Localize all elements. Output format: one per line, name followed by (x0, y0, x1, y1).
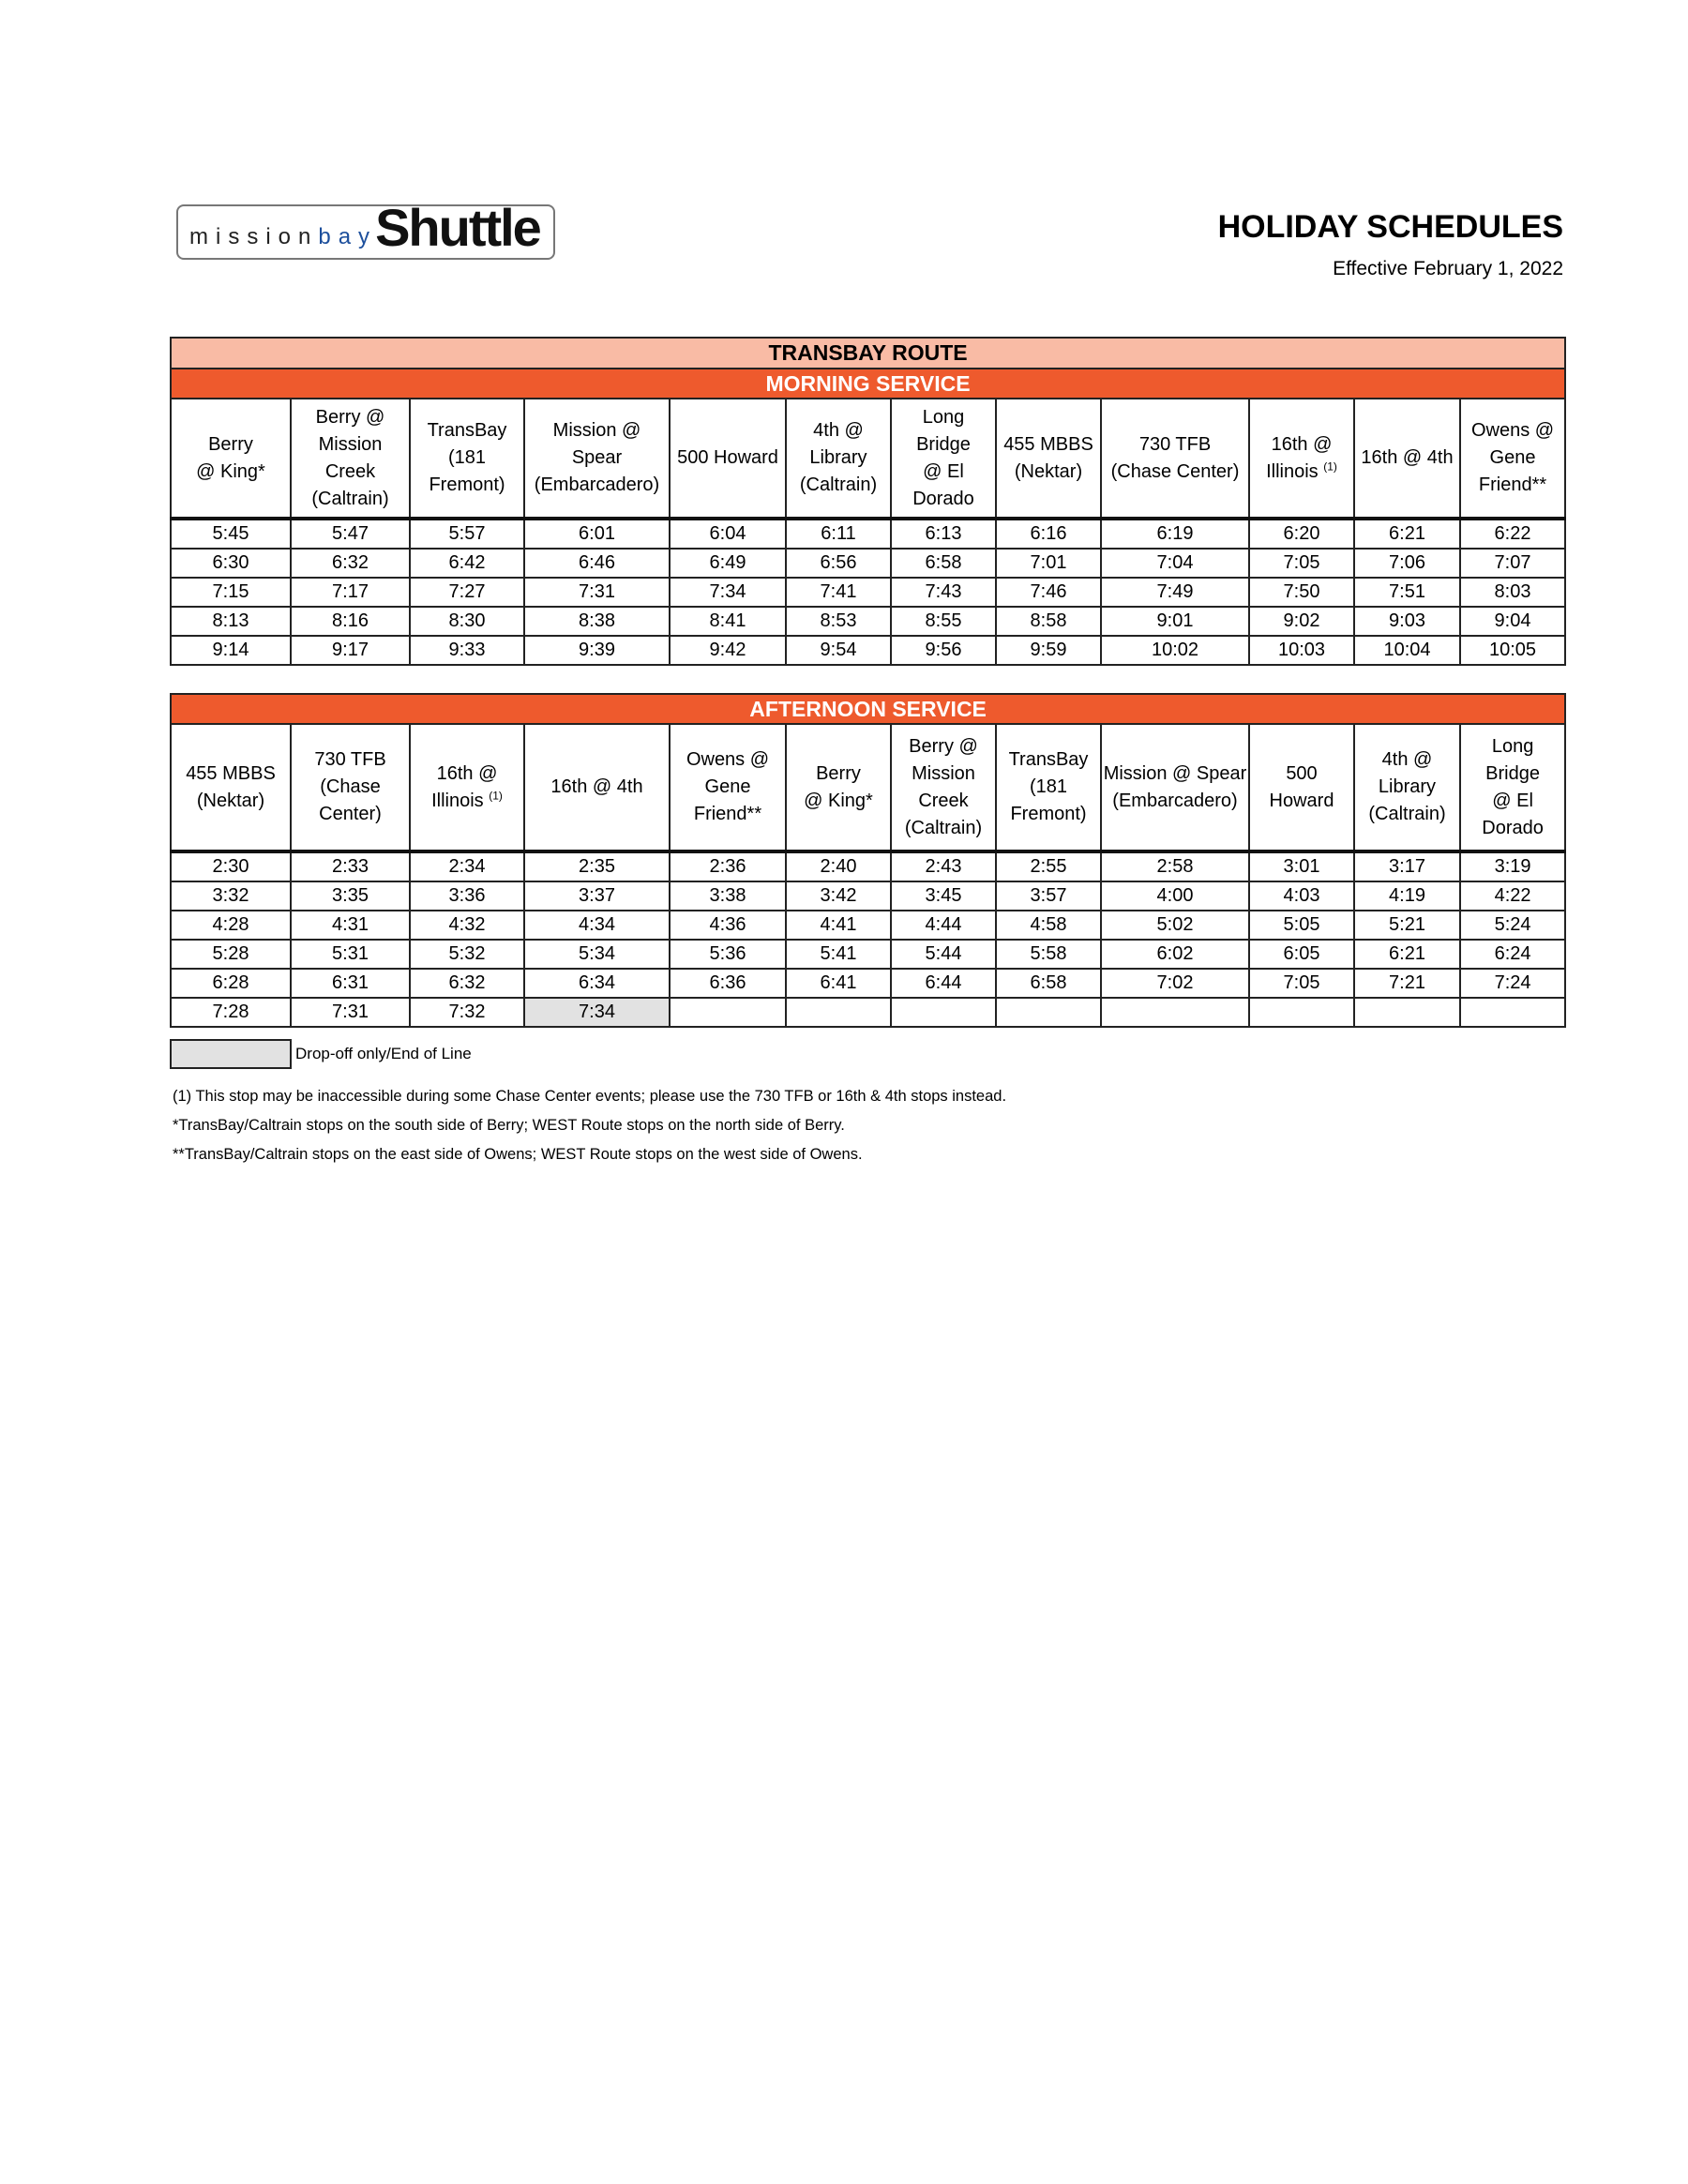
afternoon-time-cell: 3:17 (1354, 851, 1460, 881)
afternoon-time-cell (891, 998, 996, 1027)
afternoon-body (171, 851, 1565, 1027)
afternoon-time-cell: 3:37 (524, 881, 670, 911)
afternoon-time-cell: 5:58 (996, 940, 1101, 969)
afternoon-table-row (171, 969, 1565, 998)
afternoon-schedule-table (170, 693, 1566, 1028)
morning-time-cell: 8:13 (171, 607, 291, 636)
morning-time-cell: 7:41 (786, 578, 891, 607)
legend (170, 1039, 472, 1069)
afternoon-col-header: TransBay (181 Fremont) (996, 724, 1101, 851)
morning-time-cell: 9:01 (1101, 607, 1249, 636)
afternoon-time-cell: 4:03 (1249, 881, 1354, 911)
morning-table-row (171, 607, 1565, 636)
footnote-3: **TransBay/Caltrain stops on the east side of Owens; WEST Route stops on the west side of Owens. (173, 1146, 863, 1163)
afternoon-header-row (171, 724, 1565, 851)
morning-time-cell: 6:42 (410, 549, 524, 578)
afternoon-time-cell: 5:41 (786, 940, 891, 969)
afternoon-time-cell: 3:36 (410, 881, 524, 911)
morning-time-cell: 10:03 (1249, 636, 1354, 665)
afternoon-time-cell: 5:44 (891, 940, 996, 969)
morning-table-row (171, 549, 1565, 578)
morning-time-cell: 7:01 (996, 549, 1101, 578)
morning-time-cell: 6:20 (1249, 519, 1354, 549)
morning-time-cell: 5:45 (171, 519, 291, 549)
morning-time-cell: 10:04 (1354, 636, 1460, 665)
afternoon-time-cell: 4:19 (1354, 881, 1460, 911)
morning-time-cell: 6:46 (524, 549, 670, 578)
afternoon-time-cell: 2:55 (996, 851, 1101, 881)
morning-time-cell: 10:02 (1101, 636, 1249, 665)
morning-time-cell: 9:17 (291, 636, 410, 665)
logo-shuttle-text: Shuttle (375, 198, 540, 257)
morning-time-cell: 7:51 (1354, 578, 1460, 607)
afternoon-time-cell: 6:32 (410, 969, 524, 998)
morning-time-cell: 9:59 (996, 636, 1101, 665)
morning-col-header: Owens @ Gene Friend** (1460, 399, 1565, 519)
afternoon-time-cell: 5:05 (1249, 911, 1354, 940)
afternoon-time-cell: 7:32 (410, 998, 524, 1027)
morning-time-cell: 8:30 (410, 607, 524, 636)
morning-time-cell: 7:27 (410, 578, 524, 607)
afternoon-time-cell: 6:24 (1460, 940, 1565, 969)
morning-header-row (171, 399, 1565, 519)
afternoon-time-cell: 6:02 (1101, 940, 1249, 969)
afternoon-time-cell: 2:58 (1101, 851, 1249, 881)
morning-time-cell: 8:38 (524, 607, 670, 636)
morning-service-title: MORNING SERVICE (171, 369, 1565, 399)
afternoon-col-header: 730 TFB (Chase Center) (291, 724, 410, 851)
morning-time-cell: 9:03 (1354, 607, 1460, 636)
afternoon-time-cell: 2:36 (670, 851, 786, 881)
morning-time-cell: 9:56 (891, 636, 996, 665)
morning-time-cell: 6:19 (1101, 519, 1249, 549)
afternoon-time-cell: 7:31 (291, 998, 410, 1027)
morning-time-cell: 7:15 (171, 578, 291, 607)
logo-bay-text: bay (318, 224, 378, 249)
morning-time-cell: 8:55 (891, 607, 996, 636)
morning-time-cell: 7:17 (291, 578, 410, 607)
afternoon-time-cell: 2:40 (786, 851, 891, 881)
effective-date: Effective February 1, 2022 (1333, 258, 1563, 279)
morning-col-header: Long Bridge @ El Dorado (891, 399, 996, 519)
morning-time-cell: 6:32 (291, 549, 410, 578)
afternoon-time-cell: 3:35 (291, 881, 410, 911)
morning-time-cell: 9:39 (524, 636, 670, 665)
morning-time-cell: 7:05 (1249, 549, 1354, 578)
afternoon-time-cell: 6:21 (1354, 940, 1460, 969)
morning-col-header: 455 MBBS (Nektar) (996, 399, 1101, 519)
morning-time-cell: 6:01 (524, 519, 670, 549)
morning-table-row (171, 578, 1565, 607)
afternoon-time-cell: 5:02 (1101, 911, 1249, 940)
afternoon-time-cell: 6:34 (524, 969, 670, 998)
afternoon-time-cell: 5:34 (524, 940, 670, 969)
morning-col-header: 4th @ Library (Caltrain) (786, 399, 891, 519)
afternoon-time-cell: 2:30 (171, 851, 291, 881)
afternoon-time-cell (786, 998, 891, 1027)
morning-time-cell: 9:14 (171, 636, 291, 665)
morning-time-cell: 7:50 (1249, 578, 1354, 607)
morning-time-cell: 8:03 (1460, 578, 1565, 607)
morning-time-cell: 6:30 (171, 549, 291, 578)
morning-time-cell: 7:31 (524, 578, 670, 607)
afternoon-time-cell: 4:32 (410, 911, 524, 940)
morning-time-cell: 9:42 (670, 636, 786, 665)
morning-time-cell: 5:47 (291, 519, 410, 549)
afternoon-time-cell: 6:41 (786, 969, 891, 998)
afternoon-time-cell: 6:44 (891, 969, 996, 998)
afternoon-time-cell: 2:43 (891, 851, 996, 881)
morning-col-header: 730 TFB (Chase Center) (1101, 399, 1249, 519)
afternoon-time-cell: 6:58 (996, 969, 1101, 998)
morning-time-cell: 8:53 (786, 607, 891, 636)
afternoon-time-cell (1249, 998, 1354, 1027)
morning-time-cell: 6:13 (891, 519, 996, 549)
afternoon-time-cell: 6:31 (291, 969, 410, 998)
afternoon-time-cell: 7:02 (1101, 969, 1249, 998)
afternoon-time-cell: 4:41 (786, 911, 891, 940)
afternoon-time-cell: 3:45 (891, 881, 996, 911)
morning-time-cell: 7:07 (1460, 549, 1565, 578)
afternoon-col-header: Owens @ Gene Friend** (670, 724, 786, 851)
afternoon-time-cell (996, 998, 1101, 1027)
afternoon-time-cell: 4:34 (524, 911, 670, 940)
morning-body (171, 519, 1565, 665)
afternoon-time-cell: 3:42 (786, 881, 891, 911)
morning-time-cell: 8:58 (996, 607, 1101, 636)
route-title: TRANSBAY ROUTE (171, 338, 1565, 369)
afternoon-col-header: Berry @ King* (786, 724, 891, 851)
afternoon-time-cell: 7:34 (524, 998, 670, 1027)
afternoon-time-cell: 7:21 (1354, 969, 1460, 998)
afternoon-time-cell: 5:32 (410, 940, 524, 969)
afternoon-time-cell: 4:00 (1101, 881, 1249, 911)
afternoon-time-cell: 7:28 (171, 998, 291, 1027)
logo-mission-text: mission (189, 224, 319, 249)
afternoon-col-header: Long Bridge @ El Dorado (1460, 724, 1565, 851)
morning-col-header: Berry @ King* (171, 399, 291, 519)
missionbay-shuttle-logo (176, 198, 555, 260)
afternoon-time-cell: 5:28 (171, 940, 291, 969)
afternoon-time-cell: 4:44 (891, 911, 996, 940)
morning-time-cell: 10:05 (1460, 636, 1565, 665)
afternoon-col-header: Berry @ Mission Creek (Caltrain) (891, 724, 996, 851)
morning-table-row (171, 519, 1565, 549)
afternoon-table-row (171, 998, 1565, 1027)
afternoon-table-row (171, 881, 1565, 911)
morning-time-cell: 6:49 (670, 549, 786, 578)
morning-col-header: 16th @ 4th (1354, 399, 1460, 519)
afternoon-col-header: 16th @ Illinois $^{(1)}$ (410, 724, 524, 851)
morning-col-header: Mission @ Spear (Embarcadero) (524, 399, 670, 519)
afternoon-time-cell: 7:24 (1460, 969, 1565, 998)
afternoon-time-cell: 5:24 (1460, 911, 1565, 940)
morning-col-header: 16th @ Illinois $^{(1)}$ (1249, 399, 1354, 519)
morning-time-cell: 8:41 (670, 607, 786, 636)
legend-label: Drop-off only/End of Line (295, 1045, 472, 1062)
afternoon-table-row (171, 911, 1565, 940)
morning-time-cell: 9:04 (1460, 607, 1565, 636)
afternoon-time-cell (670, 998, 786, 1027)
morning-time-cell: 9:54 (786, 636, 891, 665)
afternoon-col-header: 4th @ Library (Caltrain) (1354, 724, 1460, 851)
afternoon-service-title: AFTERNOON SERVICE (171, 694, 1565, 724)
afternoon-time-cell: 7:05 (1249, 969, 1354, 998)
afternoon-time-cell: 3:01 (1249, 851, 1354, 881)
afternoon-time-cell: 4:22 (1460, 881, 1565, 911)
afternoon-col-header: 16th @ 4th (524, 724, 670, 851)
morning-schedule-table (170, 337, 1566, 666)
afternoon-time-cell: 6:05 (1249, 940, 1354, 969)
afternoon-time-cell (1101, 998, 1249, 1027)
morning-time-cell: 7:49 (1101, 578, 1249, 607)
afternoon-time-cell: 6:36 (670, 969, 786, 998)
afternoon-col-header: 500 Howard (1249, 724, 1354, 851)
afternoon-col-header: Mission @ Spear (Embarcadero) (1101, 724, 1249, 851)
afternoon-table-row (171, 940, 1565, 969)
morning-time-cell: 7:34 (670, 578, 786, 607)
morning-time-cell: 6:21 (1354, 519, 1460, 549)
afternoon-time-cell: 4:31 (291, 911, 410, 940)
morning-time-cell: 6:22 (1460, 519, 1565, 549)
afternoon-time-cell (1354, 998, 1460, 1027)
morning-table-row (171, 636, 1565, 665)
afternoon-time-cell: 2:33 (291, 851, 410, 881)
footnote-1: (1) This stop may be inaccessible during some Chase Center events; please use the 730 TFB or 16th & 4th stops instead. (173, 1088, 1007, 1105)
morning-time-cell: 6:04 (670, 519, 786, 549)
morning-time-cell: 5:57 (410, 519, 524, 549)
afternoon-time-cell (1460, 998, 1565, 1027)
afternoon-time-cell: 3:32 (171, 881, 291, 911)
afternoon-time-cell: 5:36 (670, 940, 786, 969)
morning-time-cell: 8:16 (291, 607, 410, 636)
page-title: HOLIDAY SCHEDULES (1217, 209, 1563, 245)
morning-time-cell: 6:16 (996, 519, 1101, 549)
afternoon-time-cell: 4:58 (996, 911, 1101, 940)
morning-time-cell: 7:43 (891, 578, 996, 607)
morning-time-cell: 9:33 (410, 636, 524, 665)
morning-time-cell: 7:46 (996, 578, 1101, 607)
afternoon-time-cell: 3:19 (1460, 851, 1565, 881)
afternoon-table-row (171, 851, 1565, 881)
afternoon-time-cell: 2:35 (524, 851, 670, 881)
afternoon-time-cell: 4:36 (670, 911, 786, 940)
afternoon-time-cell: 5:21 (1354, 911, 1460, 940)
afternoon-time-cell: 3:57 (996, 881, 1101, 911)
footnote-2: *TransBay/Caltrain stops on the south side of Berry; WEST Route stops on the north side of Berry. (173, 1117, 845, 1134)
afternoon-time-cell: 4:28 (171, 911, 291, 940)
morning-col-header: TransBay (181 Fremont) (410, 399, 524, 519)
morning-time-cell: 7:06 (1354, 549, 1460, 578)
legend-swatch (170, 1039, 292, 1069)
morning-time-cell: 7:04 (1101, 549, 1249, 578)
morning-col-header: 500 Howard (670, 399, 786, 519)
morning-time-cell: 6:58 (891, 549, 996, 578)
morning-time-cell: 9:02 (1249, 607, 1354, 636)
morning-col-header: Berry @ Mission Creek (Caltrain) (291, 399, 410, 519)
morning-time-cell: 6:56 (786, 549, 891, 578)
morning-time-cell: 6:11 (786, 519, 891, 549)
afternoon-col-header: 455 MBBS (Nektar) (171, 724, 291, 851)
afternoon-time-cell: 2:34 (410, 851, 524, 881)
afternoon-time-cell: 5:31 (291, 940, 410, 969)
afternoon-time-cell: 3:38 (670, 881, 786, 911)
afternoon-time-cell: 6:28 (171, 969, 291, 998)
